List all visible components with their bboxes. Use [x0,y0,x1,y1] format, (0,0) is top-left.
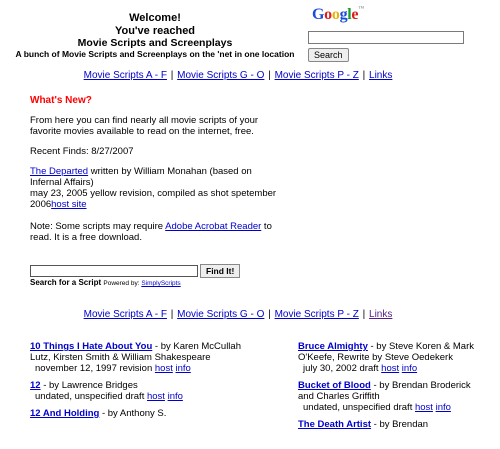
script-entry [298,419,478,430]
powered-by [103,280,180,287]
powered-by-text: Powered by: [103,280,142,287]
script-date: undated, unspecified draft [303,402,413,413]
nav-separator: | [268,70,271,81]
script-author: - by Lawrence Bridges [40,380,138,391]
script-info-link[interactable]: info [175,363,191,374]
script-author: - by Brendan Broderick and Charles Griffith [298,380,471,402]
nav-links[interactable]: Links [369,309,393,320]
nav-separator: | [170,309,174,320]
nav-separator: | [268,309,271,320]
script-title-link[interactable]: 12 And Holding [30,408,100,419]
nav-scripts-a-f[interactable]: Movie Scripts A - F [83,70,167,81]
script-host-link[interactable]: host [381,363,400,374]
script-search-input[interactable] [30,265,198,277]
recent-host-link[interactable]: host site [51,199,87,210]
script-title-link[interactable]: 12 [30,380,41,391]
note-text: Note: Some scripts may require [30,221,166,232]
acrobat-reader-link[interactable]: Adobe Acrobat Reader [165,221,262,232]
google-logo-letter: o [324,6,332,23]
script-info-link[interactable]: info [167,391,183,402]
recent-find-entry [30,166,285,210]
script-title-link[interactable]: Bucket of Blood [298,380,371,391]
google-logo-letter: e [351,6,359,23]
nav-separator: | [362,309,366,320]
script-search-label [30,278,181,287]
nav-separator: | [362,70,366,81]
scripts-column-left [30,341,250,425]
recent-script-date: may 23, 2005 yellow revision, compiled as shot spetember 2006 [30,188,277,210]
script-host-link[interactable]: host [154,363,173,374]
script-date: july 30, 2002 draft [303,363,379,374]
reached-text: You've reached [114,25,196,37]
script-title-link[interactable]: 10 Things I Hate About You [30,341,153,352]
script-author: - by Karen McCullah Lutz, Kirsten Smith & William Shakespeare [30,341,241,363]
script-title-link[interactable]: Bruce Almighty [298,341,368,352]
google-search-button[interactable]: Search [308,48,349,62]
script-entry [298,341,478,374]
nav-separator: | [170,70,174,81]
nav-top [0,70,488,81]
site-title: Movie Scripts and Screenplays [77,37,233,49]
nav-scripts-g-o[interactable]: Movie Scripts G - O [177,70,265,81]
script-entry [30,380,250,402]
script-author: - by Steve Koren & Mark O'Keefe, Rewrite by Steve Oedekerk [298,341,474,363]
google-logo-letter: g [339,6,348,23]
nav-links[interactable]: Links [369,70,393,81]
recent-finds: Recent Finds: 8/27/2007 [30,146,134,157]
script-date: november 12, 1997 revision [35,363,153,374]
nav-scripts-p-z[interactable]: Movie Scripts P - Z [274,70,359,81]
script-info-link[interactable]: info [435,402,451,413]
script-host-link[interactable]: host [146,391,165,402]
script-host-link[interactable]: host [414,402,433,413]
google-logo-tm: ™ [358,6,364,12]
script-entry [30,341,250,374]
nav-bottom [0,309,488,320]
welcome-text: Welcome! [129,12,181,24]
whats-new-heading: What's New? [30,95,92,106]
recent-script-desc: written by William Monahan (based on Infernal Affairs) [30,166,252,188]
nav-scripts-p-z[interactable]: Movie Scripts P - Z [274,309,359,320]
google-logo[interactable] [312,6,468,24]
google-logo-letter: o [331,6,340,23]
google-search-box [308,6,468,62]
script-author: - by Anthony S. [99,408,167,419]
site-tagline: A bunch of Movie Scripts and Screenplays on the 'net in one location [15,49,295,59]
simplyscripts-link[interactable]: SimplyScripts [141,280,181,287]
google-search-input[interactable] [308,31,464,44]
note-text-end: to read. It is a free download. [30,221,272,243]
script-info-link[interactable]: info [401,363,418,374]
google-logo-letter: l [347,6,352,23]
recent-script-link[interactable]: The Departed [30,166,89,177]
scripts-column-right [298,341,478,436]
find-it-button[interactable]: Find It! [200,264,240,278]
google-logo-letter: G [312,6,325,23]
nav-scripts-g-o[interactable]: Movie Scripts G - O [177,309,265,320]
script-author: - by Brendan [371,419,429,430]
site-header [10,12,300,60]
script-title-link[interactable]: The Death Artist [298,419,372,430]
intro-text: From here you can find nearly all movie scripts of your favorite movies available to read on the internet, free. [30,115,259,137]
script-entry [298,380,478,413]
acrobat-note [30,221,285,243]
search-for-script-text: Search for a Script [30,278,102,287]
script-date: undated, unspecified draft [35,391,145,402]
script-entry [30,408,250,419]
nav-scripts-a-f[interactable]: Movie Scripts A - F [83,309,167,320]
